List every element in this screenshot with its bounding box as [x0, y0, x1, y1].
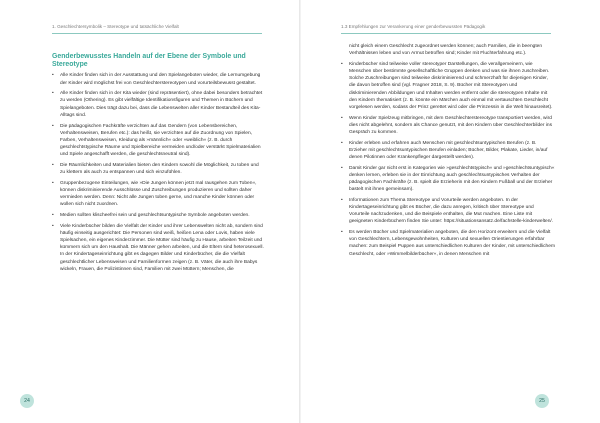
- list-item: • Kinderbücher sind teilweise voller stereotyper Darstellungen, die verallgemeinern, wie Menschen über bestimmte gesellschaftliche Gruppen denken und was sie ihnen zuschreiben. Solche Zuschreibungen sind teilweise diskriminierend und schmerzhaft für diejenigen Kinder, die davon betroffen sind (vgl. Fragner 2018, S. 9). Bücher mit Stereotypen und diskriminierenden Abbildungen und Inhalten werden entfernt oder die stereotypen Inhalte mit den Kindern thematisiert (z. B. könnte ein Märchen auch einmal mit vertauschten Geschlecht vorgelesen werden, sodass der Prinz gerettet wird oder die Prinzessin in die Welt hinausreitet).: [341, 61, 553, 110]
- bullet-icon: •: [341, 61, 343, 67]
- bullet-icon: •: [52, 213, 54, 219]
- bullet-icon: •: [52, 73, 54, 79]
- page-number: 25: [535, 394, 549, 408]
- list-item: • Es werden Bücher und Spielmaterialien angeboten, die den Horizont erweitern und die Vielfalt von Geschlechtern, Lebensgewohnheiten, Kulturen und sexuellen Orientierungen erfahrbar machen: zum Beispiel Puppen aus unterschiedlichen Kulturen der Kinder, mit unterschiedlichem Geschlecht, oder »Wimmelbilderbücher«, in denen Menschen mit: [341, 230, 555, 257]
- bullet-icon: •: [52, 162, 54, 168]
- left-page: [0, 0, 299, 423]
- right-page: [301, 0, 600, 423]
- page-number: 24: [20, 394, 34, 408]
- bullet-icon: •: [52, 123, 54, 129]
- list-item: • Alle Kinder finden sich in der Ausstattung und den Spielangeboten wieder, die Lernumgebung der Kinder wird möglichst frei von Geschlechterstereotypen und vorurteilsbewusst gestaltet.: [52, 73, 261, 86]
- bullet-icon: •: [52, 180, 54, 186]
- list-item: • Viele Kinderbücher bilden die Vielfalt der Kinder und ihrer Lebenswelten nicht ab, sondern sind häufig einseitig ausgerichtet: Die Personen sind weiß, heißen Lena oder Lovis, haben viele Spielsachen, ein eigenes Kinderzimmer. Die Mütter sind häufig zu Hause, arbeiten Teilzeit und kümmern sich um den Haushalt. Die Männer gehen arbeiten, und die Eltern sind heterosexuell. In der Kindertageseinrichtung gibt es dagegen Bilder und Kinderbücher, die die Vielfalt geschlechtlicher Lebensweisen und Familienformen zeigen (z. B. Väter, die auch ihre Babys wickeln, Frauen, die Polizistinnen sind, Familien mit zwei Müttern; Menschen, die: [52, 223, 264, 272]
- bullet-list: [52, 72, 264, 272]
- bullet-icon: •: [341, 140, 343, 146]
- page-content: [341, 43, 555, 261]
- list-item: • Medien sollten klischeefrei sein und geschlechtsuntypische Symbole angeboten werden.: [52, 213, 250, 219]
- running-header: 1. Geschlechtersymbolik – Stereotype und tatsächliche Vielfalt: [52, 24, 179, 29]
- bullet-icon: •: [52, 223, 54, 229]
- list-item: • Gruppenbezogene Einteilungen, wie »Die Jungen können jetzt mal rausgehen zum Toben«, können diskriminierende Ausschlüsse und Zuschreibungen produzieren und sollten daher vermieden werden. Denn: Nicht alle Jungen toben gerne, und manche Kinder können oder wollen sich nicht zuordnen.: [52, 180, 257, 208]
- bullet-icon: •: [341, 230, 343, 236]
- bullet-icon: •: [341, 115, 343, 121]
- bullet-list: [341, 43, 555, 258]
- header-rule: [52, 33, 262, 34]
- running-header: 1.3 Empfehlungen zur Verankerung einer genderbewussten Pädagogik: [341, 24, 486, 29]
- list-item: • Kinder erleben und erfahren auch Menschen mit geschlechtsuntypischen Berufen (z. B. Erzieher mit geschlechtsuntypischen Berufen einladen; Bücher, Bilder, Plakate, Lieder, in/auf denen Pilotinnen oder Krankenpfleger dargestellt werden).: [341, 140, 548, 160]
- list-item: • Die Räumlichkeiten und Materialien bieten den Kindern sowohl die Möglichkeit, zu toben und zu klettern als auch zu entspannen und sich einzufühlen.: [52, 162, 259, 176]
- list-item: • Alle Kinder finden sich in der Kita wieder (sind repräsentiert), ohne dabei besonders betrachtet zu werden (Othering). Es gibt vielfältige Identifikationsfiguren und Themen in Büchern und Spielangeboten. Dies trägt dazu bei, dass die Lebenswelten aller Kinder Bestandteil des Kita-Alltags sind.: [52, 91, 263, 118]
- bullet-icon: •: [341, 165, 343, 171]
- list-item: • Damit Kinder gar nicht erst in Kategorien wie »geschlechtstypisch« und »geschlechtsuntypisch« denken lernen, erleben sie in der Einrichtung auch geschlechtsuntypisches Verhalten der pädagogischen Fachkräfte (z. B. spielt die Erzieherin mit den Kindern Fußball und der Erzieher bastelt mit ihnen gemeinsam).: [341, 165, 555, 193]
- header-rule: [341, 33, 551, 34]
- page-content: [52, 53, 264, 276]
- list-item: • Wenn Kinder Spielzeug mitbringen, mit dem Geschlechterstereotype transportiert werden, wird dies nicht abgelehnt, sondern als Chance genutzt, mit den Kindern über Geschlechterbilder ins Gespräch zu kommen.: [341, 115, 553, 135]
- list-item-continuation: nicht gleich einem Geschlecht zugeordnet werden können; auch Familien, die in beengten Verhältnissen leben und von Armut betroffen sind; Kinder mit Fluchterfahrung etc.).: [349, 44, 543, 57]
- section-title: Genderbewusstes Handeln auf der Ebene der Symbole und Stereotype: [52, 53, 246, 69]
- list-item: • Die pädagogischen Fachkräfte verzichten auf das Gendern (von Lebensbereichen, Verhaltensweisen, Berufen etc.): das heißt, sie verzichten auf die Zuordnung von Spielen, Farben, Verhaltensweisen, Kleidung als »männlich« oder »weiblich« (z. B. durch geschlechtstypische Räume und Spielbereiche vermeiden und/oder verstärkt Spielmaterialien und Spiele angeschafft werden, die geschlechtsneutral sind).: [52, 123, 261, 158]
- bullet-icon: •: [52, 91, 54, 97]
- bullet-icon: •: [341, 197, 343, 203]
- list-item: • Informationen zum Thema Stereotype und Vorurteile werden angeboten. In der Kindertageseinrichtung gibt es Bücher, die dazu anregen, kritisch über Stereotype und Vorurteile nachzudenken, und die Beispiele enthalten, die Mut machen. Eine Liste mit geeigneten Kinderbüchern finden Sie unter: https://situationsansatz.de/fachstelle-kinderwelten/.: [341, 197, 554, 225]
